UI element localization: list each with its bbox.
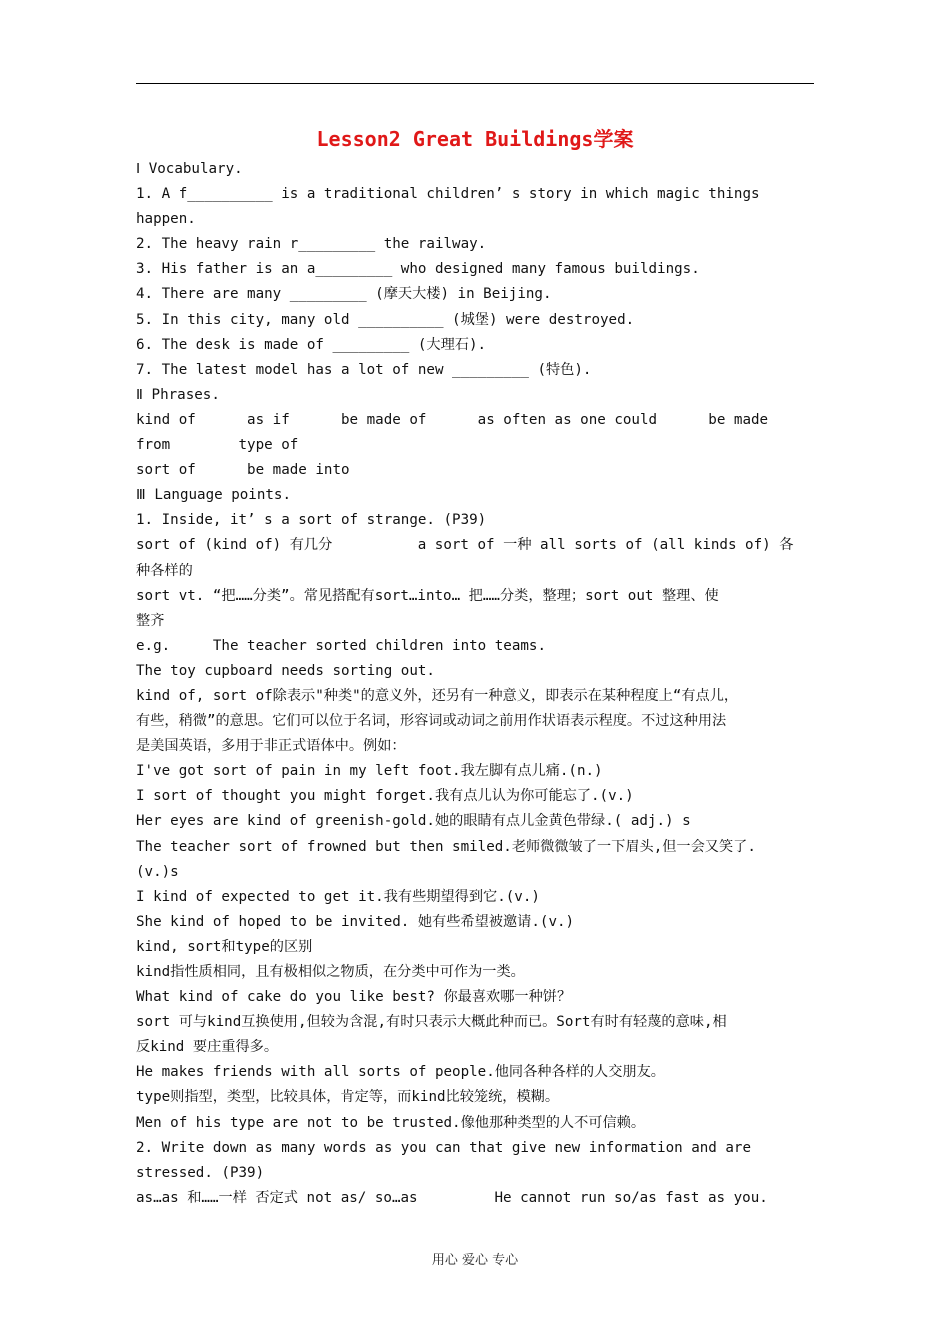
text-line: 整齐 [136, 612, 165, 629]
text-line: kind of as if be made of as often as one could be made [136, 411, 769, 428]
page-footer: 用心 爱心 专心 [431, 1253, 519, 1268]
text-line: Ⅰ Vocabulary. [136, 161, 243, 177]
text-line: (v.)s [136, 863, 179, 880]
text-line: sort of (kind of) 有几分 a sort of 一种 all sorts of (all kinds of) 各 [136, 537, 794, 554]
text-line: sort of be made into [136, 462, 350, 479]
text-line: 3. His father is an a_________ who designed many famous buildings. [136, 261, 700, 278]
text-line: 1. Inside, it’ s a sort of strange. (P39) [136, 512, 487, 529]
text-line: sort vt. “把……分类”。常见搭配有sort…into… 把……分类，整理；sort out 整理、使 [136, 587, 719, 604]
document-body [136, 157, 816, 1211]
text-line: I sort of thought you might forget.我有点儿认为你可能忘了.(v.) [136, 788, 634, 805]
text-line: kind指性质相同，且有极相似之物质，在分类中可作为一类。 [136, 964, 525, 980]
text-line: What kind of cake do you like best? 你最喜欢哪一种饼？ [136, 989, 572, 1006]
text-line: 是美国英语，多用于非正式语体中。例如： [136, 738, 406, 755]
text-line: Ⅲ Language points. [136, 487, 291, 504]
text-line: stressed. (P39) [136, 1164, 265, 1181]
text-line: Ⅱ Phrases. [136, 386, 220, 403]
text-line: from type of [136, 437, 299, 454]
text-line: I kind of expected to get it.我有些期望得到它.(v.) [136, 888, 540, 905]
text-line: The toy cupboard needs sorting out. [136, 662, 435, 679]
text-line: 5. In this city, many old __________ (城堡) were destroyed. [136, 311, 635, 328]
text-line: e.g. The teacher sorted children into teams. [136, 637, 546, 654]
text-line: Men of his type are not to be trusted.像他那种类型的人不可信赖。 [136, 1114, 646, 1131]
text-line: 种各样的 [136, 562, 193, 579]
text-line: Her eyes are kind of greenish-gold.她的眼睛有点儿金黄色带绿.( adj.) s [136, 813, 691, 830]
text-line: happen. [136, 211, 196, 228]
text-line: sort 可与kind互换使用,但较为含混,有时只表示大概此种而已。Sort有时有轻蔑的意味,相 [136, 1014, 727, 1031]
text-line: 6. The desk is made of _________ (大理石). [136, 336, 487, 353]
text-line: 2. Write down as many words as you can that give new information and are [136, 1139, 751, 1156]
top-rule [136, 83, 814, 84]
text-line: kind, sort和type的区别 [136, 938, 313, 955]
text-line: The teacher sort of frowned but then smiled.老师微微皱了一下眉头,但一会又笑了. [136, 838, 756, 855]
text-line: type则指型，类型，比较具体，肯定等，而kind比较笼统，模糊。 [136, 1089, 560, 1106]
text-line: She kind of hoped to be invited. 她有些希望被邀请.(v.) [136, 913, 575, 930]
document-title: Lesson2 Great Buildings学案 [316, 127, 634, 151]
text-line: as…as 和……一样 否定式 not as/ so…as He cannot run so/as fast as you. [136, 1189, 768, 1206]
text-line: 4. There are many _________ (摩天大楼) in Beijing. [136, 286, 552, 303]
text-line: 7. The latest model has a lot of new _________ (特色). [136, 361, 592, 378]
text-line: kind of, sort of除表示"种类"的意义外，还另有一种意义，即表示在某种程度上“有点儿， [136, 687, 739, 704]
text-line: 有些，稍微”的意思。它们可以位于名词，形容词或动词之前用作状语表示程度。不过这种用法 [136, 713, 727, 730]
text-line: I've got sort of pain in my left foot.我左脚有点儿痛.(n.) [136, 763, 603, 780]
text-line: 1. A f__________ is a traditional children’ s story in which magic things [136, 186, 760, 203]
text-line: 反kind 要庄重得多。 [136, 1039, 279, 1056]
text-line: 2. The heavy rain r_________ the railway. [136, 236, 487, 253]
text-line: He makes friends with all sorts of people.他同各种各样的人交朋友。 [136, 1064, 665, 1081]
